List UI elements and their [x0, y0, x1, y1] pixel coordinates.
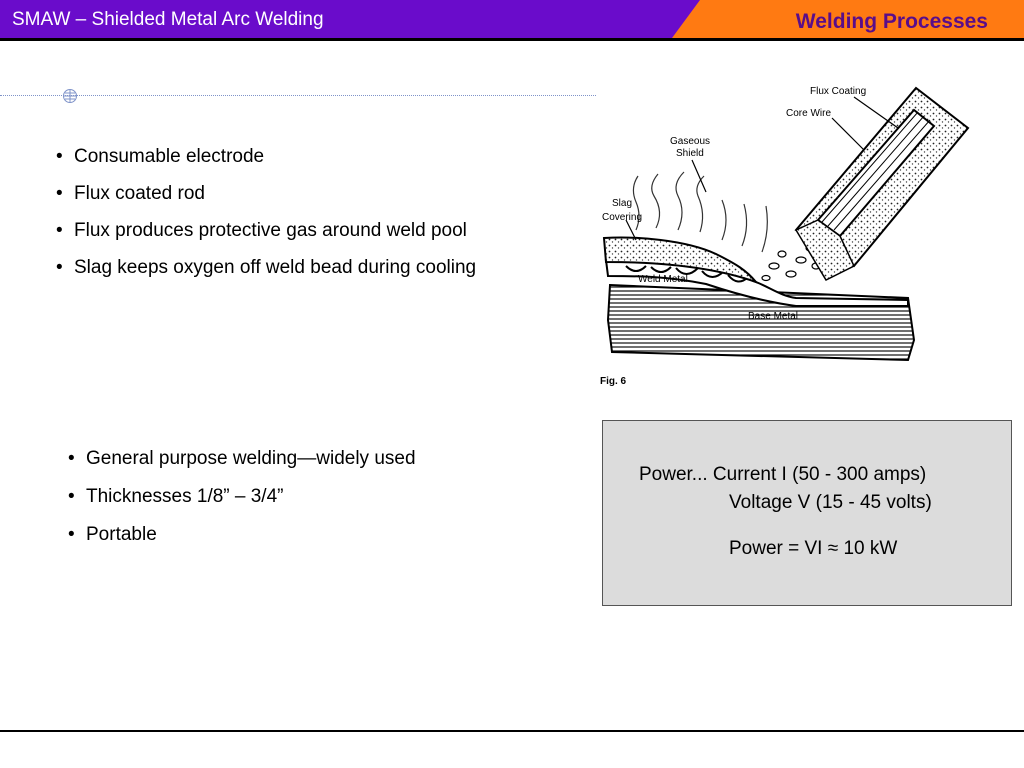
dotted-divider	[0, 95, 596, 96]
header-rule	[0, 38, 1024, 41]
bullet-list-top	[54, 146, 476, 294]
list-item: • General purpose welding—widely used	[66, 448, 416, 486]
list-item: • Slag keeps oxygen off weld bead during cooling	[54, 257, 476, 294]
list-item: • Flux coated rod	[54, 183, 476, 220]
label-shield: Shield	[676, 148, 704, 159]
label-base-metal: Base Metal	[748, 311, 799, 322]
list-item: • Thicknesses 1/8” – 3/4”	[66, 486, 416, 524]
label-weld-metal: Weld Metal	[638, 274, 688, 285]
label-flux-coating: Flux Coating	[810, 86, 867, 97]
label-covering: Covering	[602, 212, 643, 223]
section-title: Welding Processes	[795, 10, 988, 33]
slide-title: SMAW – Shielded Metal Arc Welding	[12, 9, 324, 30]
power-voltage-line: Voltage V (15 - 45 volts)	[729, 492, 932, 513]
power-current-line: Power... Current I (50 - 300 amps)	[639, 464, 927, 485]
power-formula-line: Power = VI ≈ 10 kW	[729, 538, 898, 559]
figure-caption: Fig. 6	[600, 376, 627, 387]
smaw-diagram	[596, 70, 996, 400]
label-gaseous: Gaseous	[670, 136, 711, 147]
footer-rule	[0, 730, 1024, 732]
bullet-list-bottom	[66, 448, 416, 562]
list-item: • Portable	[66, 524, 416, 562]
power-info-box	[602, 420, 1012, 606]
list-item: • Flux produces protective gas around weld pool	[54, 220, 476, 257]
label-core-wire: Core Wire	[786, 108, 832, 119]
ornament-icon	[62, 88, 78, 104]
slide-header	[0, 0, 1024, 40]
label-slag: Slag	[612, 198, 633, 209]
list-item: • Consumable electrode	[54, 146, 476, 183]
